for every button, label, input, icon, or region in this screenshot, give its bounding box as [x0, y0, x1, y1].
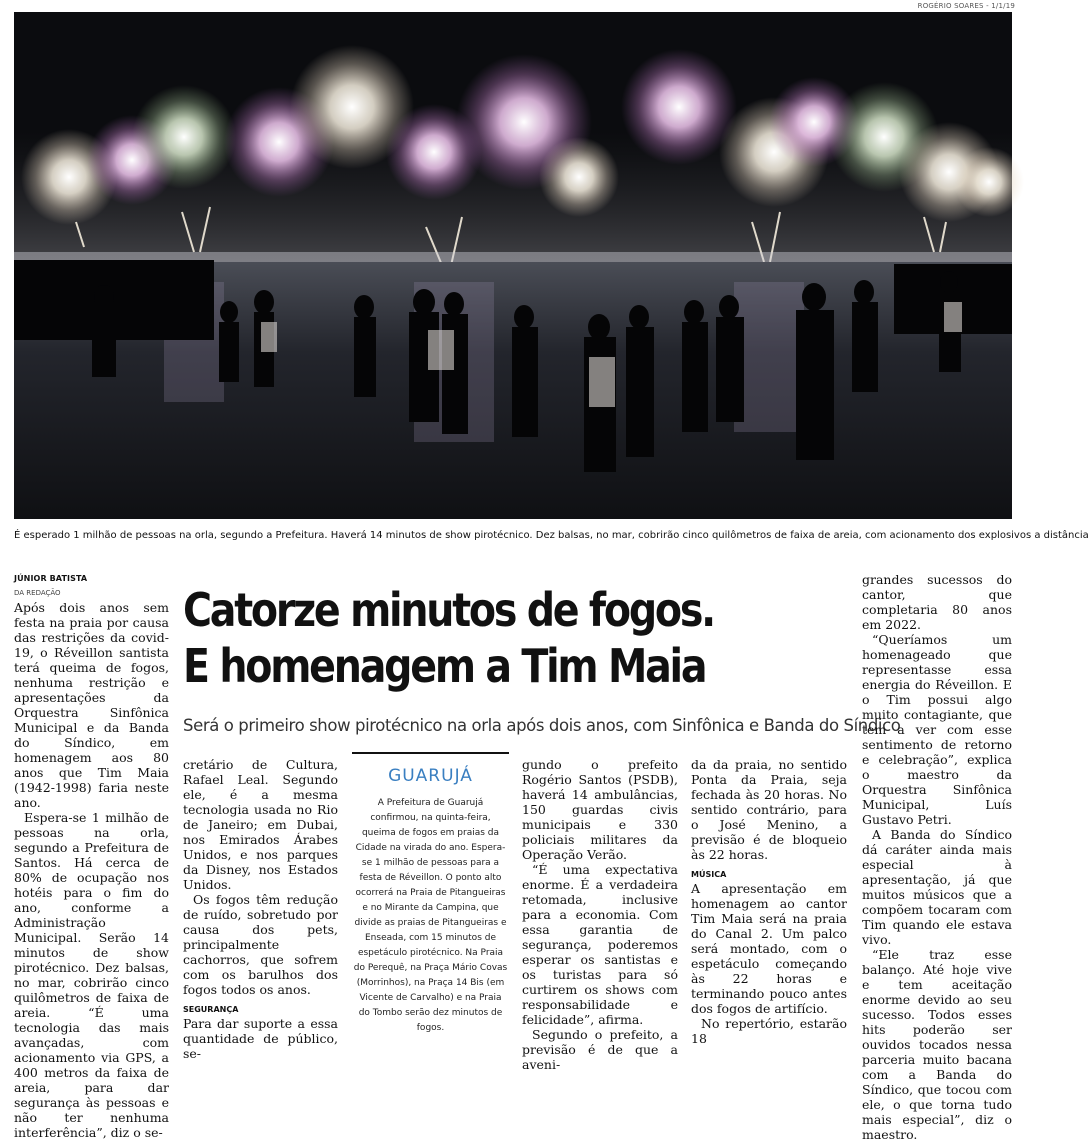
headline [183, 582, 768, 694]
article-column-6 [862, 572, 1012, 1142]
fireworks-photo [14, 12, 1012, 519]
paragraph: gundo o prefeito Rogério Santos (PSDB), haverá 14 ambulâncias, 150 guardas civis municipais e 330 policiais militares da Operação Verão. [522, 757, 678, 862]
paragraph: A Banda do Síndico dá caráter ainda mais especial à apresentação, já que muitos músicos que a compõem tocaram com Tim quando ele estava vivo. [862, 827, 1012, 947]
paragraph: “Queríamos um homenageado que representasse essa energia do Réveillon. E o Tim possui algo muito contagiante, que tem a ver com esse sentimento de retorno e celebração”, explica o maestro da Orquestra Sinfônica Municipal, Luís Gustavo Petri. [862, 632, 1012, 827]
headline-line-1: Catorze minutos de fogos. [183, 583, 714, 637]
paragraph: “É uma expectativa enorme. É a verdadeira retomada, inclusive para a economia. Com essa garantia de segurança, poderemos esperar os santistas e os turistas para só curtirem os shows com responsabilidade e felicidade”, afirma. [522, 862, 678, 1027]
subheadline: Será o primeiro show pirotécnico na orla após dois anos, com Sinfônica e Banda do Síndico [183, 716, 901, 735]
paragraph: grandes sucessos do cantor, que completaria 80 anos em 2022. [862, 572, 1012, 632]
article-column-2 [183, 757, 338, 1061]
paragraph: da da praia, no sentido Ponta da Praia, seja fechada às 20 horas. No sentido contrário, para o José Menino, a previsão é de bloqueio às 22 horas. [691, 757, 847, 862]
paragraph: “Ele traz esse balanço. Até hoje vive e tem aceitação enorme devido ao seu sucesso. Todos esses hits poderão ser ouvidos tocados nessa parceria muito bacana com a Banda do Síndico, que tocou com ele, o que torna tudo mais especial”, diz o maestro. [862, 947, 1012, 1142]
sidebar-text: A Prefeitura de Guarujá confirmou, na quinta-feira, queima de fogos em praias da Cidade na virada do ano. Espera-se 1 milhão de pessoas para a festa de Réveillon. O ponto alto ocorrerá na Praia de Pitangueiras e no Mirante da Campina, que divide as praias de Pitangueiras e Enseada, com 15 minutos de espetáculo pirotécnico. Na Praia do Perequê, na Praça Mário Covas (Morrinhos), na Praça 14 Bis (em Vicente de Carvalho) e na Praia do Tombo serão dez minutos de fogos. [353, 798, 508, 1033]
fireworks-beach-image [14, 12, 1012, 519]
paragraph: Após dois anos sem festa na praia por causa das restrições da covid-19, o Réveillon santista terá queima de fogos, nenhuma restrição e apresentações da Orquestra Sinfônica Municipal e da Banda do Síndico, em homenagem aos 80 anos que Tim Maia (1942-1998) faria neste ano. [14, 600, 169, 810]
guaruja-sidebar-box [352, 752, 509, 1036]
article-column-5 [691, 757, 847, 1046]
section-heading-seguranca: SEGURANÇA [183, 1005, 239, 1014]
paragraph: No repertório, estarão 18 [691, 1016, 847, 1046]
paragraph: Segundo o prefeito, a previsão é de que a aveni- [522, 1027, 678, 1072]
article-column-4 [522, 757, 678, 1072]
author-byline: JÚNIOR BATISTA [14, 574, 88, 583]
section-heading-musica: MÚSICA [691, 870, 727, 879]
paragraph: Os fogos têm redução de ruído, sobretudo por causa dos pets, principalmente cachorros, que sofrem com os barulhos dos fogos todos os anos. [183, 892, 338, 997]
paragraph: cretário de Cultura, Rafael Leal. Segundo ele, é a mesma tecnologia usada no Rio de Janeiro; em Dubai, nos Emirados Árabes Unidos, e nos parques da Disney, nos Estados Unidos. [183, 757, 338, 892]
paragraph: A apresentação em homenagem ao cantor Tim Maia será na praia do Canal 2. Um palco será montado, com o espetáculo começando às 22 horas e terminando pouco antes dos fogos de artifício. [691, 881, 847, 1016]
paragraph: Espera-se 1 milhão de pessoas na orla, segundo a Prefeitura de Santos. Há cerca de 80% de ocupação nos hotéis para o fim do ano, conforme a Administração Municipal. Serão 14 minutos de show pirotécnico. Dez balsas, no mar, cobrirão cinco quilômetros de faixa de areia. “É uma tecnologia das mais avançadas, com acionamento via GPS, a 400 metros da faixa de areia, para dar segurança às pessoas e não ter nenhuma interferência”, diz o se- [14, 810, 169, 1140]
photo-caption: É esperado 1 milhão de pessoas na orla, segundo a Prefeitura. Haverá 14 minutos de show pirotécnico. Dez balsas, no mar, cobrirão cinco quilômetros de faixa de areia, com acionamento dos explosivos a distância [14, 530, 1089, 541]
desk-label: DA REDAÇÃO [14, 589, 61, 597]
sidebar-title: GUARUJÁ [388, 766, 473, 786]
article-column-1 [14, 600, 169, 1140]
headline-line-2: E homenagem a Tim Maia [183, 639, 706, 693]
paragraph: Para dar suporte a essa quantidade de público, se- [183, 1016, 338, 1061]
photo-credit: ROGÉRIO SOARES - 1/1/19 [917, 2, 1015, 10]
